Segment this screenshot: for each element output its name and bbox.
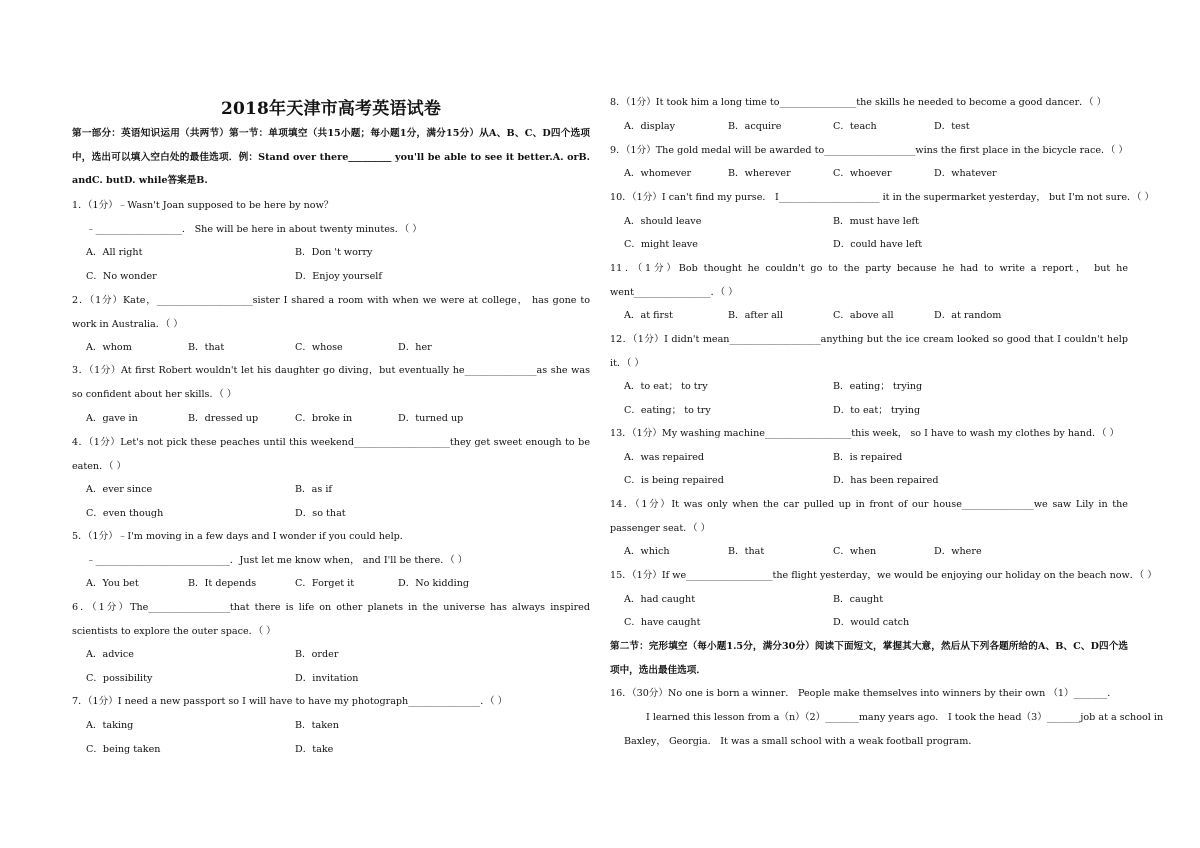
page-title: 2018年天津市高考英语试卷 bbox=[220, 99, 442, 119]
q6-option-c: C．possibility bbox=[86, 673, 153, 684]
q14-option-a: A．which bbox=[624, 546, 670, 557]
q6-option-a: A．advice bbox=[86, 649, 134, 660]
question-9: 9．（1分）The gold medal will be awarded to___________________wins the first place in the bicycle race．（ ） bbox=[610, 145, 1129, 156]
q14-option-d: D．where bbox=[934, 546, 982, 557]
q5-option-b: B．It depends bbox=[188, 578, 257, 589]
q15-option-b: B．caught bbox=[833, 594, 884, 605]
q12-option-a: A．to eat； to try bbox=[624, 381, 708, 392]
question-8: 8．（1分）It took him a long time to________________the skills he needed to become a good dancer．（ ） bbox=[610, 97, 1107, 108]
q13-option-b: B．is repaired bbox=[833, 452, 903, 463]
question-2: 2．（1分）Kate，____________________sister I shared a room with when we were at college， has gone to work in Australia．（ ） bbox=[72, 295, 590, 330]
q2-option-d: D．her bbox=[398, 342, 432, 353]
q15-option-d: D．would catch bbox=[833, 617, 910, 628]
q5-option-a: A．You bet bbox=[86, 578, 139, 589]
q14-option-b: B．that bbox=[728, 546, 765, 557]
q2-option-b: B．that bbox=[188, 342, 225, 353]
q5-option-d: D．No kidding bbox=[398, 578, 470, 589]
q12-option-d: D．to eat； trying bbox=[833, 405, 921, 416]
q2-option-c: C．whose bbox=[295, 342, 343, 353]
q11-option-c: C．above all bbox=[833, 310, 894, 321]
q8-option-d: D．test bbox=[934, 121, 970, 132]
q11-option-a: A．at first bbox=[624, 310, 673, 321]
q3-option-d: D．turned up bbox=[398, 413, 464, 424]
question-15: 15．（1分）If we__________________the flight yesterday，we would be enjoying our holiday on the beach now．（ ） bbox=[610, 570, 1157, 581]
question-7: 7．（1分）I need a new passport so I will have to have my photograph_______________．（ ） bbox=[72, 696, 508, 707]
q6-option-d: D．invitation bbox=[295, 673, 359, 684]
q7-option-b: B．taken bbox=[295, 720, 339, 731]
q15-option-a: A．had caught bbox=[624, 594, 696, 605]
q12-option-c: C．eating； to try bbox=[624, 405, 711, 416]
q13-option-d: D．has been repaired bbox=[833, 475, 939, 486]
q1-option-b: B．Don 't worry bbox=[295, 247, 373, 258]
q2-option-a: A．whom bbox=[86, 342, 132, 353]
question-3: 3．（1分）At first Robert wouldn't let his daughter go diving，but eventually he_______________as she was so confident about her skills．（ ） bbox=[72, 365, 590, 400]
q9-option-c: C．whoever bbox=[833, 168, 892, 179]
q4-option-d: D．so that bbox=[295, 508, 346, 519]
question-16-line1: 16．（30分）No one is born a winner． People make themselves into winners by their own （1）_______． bbox=[610, 688, 1117, 699]
q9-option-d: D．whatever bbox=[934, 168, 997, 179]
question-5-line1: 5．（1分）﹣I'm moving in a few days and I wonder if you could help． bbox=[72, 531, 410, 542]
q4-option-a: A．ever since bbox=[86, 484, 153, 495]
q4-option-b: B．as if bbox=[295, 484, 332, 495]
q6-option-b: B．order bbox=[295, 649, 339, 660]
q9-option-b: B．wherever bbox=[728, 168, 791, 179]
q1-option-c: C．No wonder bbox=[86, 271, 157, 282]
q8-option-a: A．display bbox=[624, 121, 676, 132]
question-11: 11．（1分）Bob thought he couldn't go to the party because he had to write a report， but he went________________．（ ） bbox=[610, 263, 1128, 298]
q11-option-b: B．after all bbox=[728, 310, 783, 321]
q5-option-c: C．Forget it bbox=[295, 578, 355, 589]
q11-option-d: D．at random bbox=[934, 310, 1002, 321]
part1-instructions: 第一部分：英语知识运用（共两节）第一节：单项填空（共15小题；每小题1分，满分15分）从A、B、C、D四个选项中，选出可以填入空白处的最佳选项．例：Stand over there_________ you'll be able to see it better.A. orB. andC. butD. while答案是B. bbox=[72, 128, 590, 186]
q3-option-c: C．broke in bbox=[295, 413, 353, 424]
q13-option-c: C．is being repaired bbox=[624, 475, 724, 486]
q3-option-b: B．dressed up bbox=[188, 413, 259, 424]
q14-option-c: C．when bbox=[833, 546, 877, 557]
q10-option-d: D．could have left bbox=[833, 239, 923, 250]
q8-option-b: B．acquire bbox=[728, 121, 782, 132]
q9-option-a: A．whomever bbox=[624, 168, 692, 179]
question-12: 12．（1分）I didn't mean___________________anything but the ice cream looked so good that I couldn't help it．（ ） bbox=[610, 334, 1128, 369]
q10-option-a: A．should leave bbox=[624, 216, 702, 227]
q15-option-c: C．have caught bbox=[624, 617, 701, 628]
question-14: 14．（1分）It was only when the car pulled up in front of our house_______________we saw Lily in the passenger seat．（ ） bbox=[610, 499, 1128, 534]
q8-option-c: C．teach bbox=[833, 121, 877, 132]
q13-option-a: A．was repaired bbox=[624, 452, 705, 463]
question-1-line2: ﹣__________________． She will be here in about twenty minutes．（ ） bbox=[86, 224, 422, 235]
question-6: 6．（1分）The_________________that there is life on other planets in the universe has always inspired scientists to explore the outer space．（ ） bbox=[72, 602, 590, 637]
question-16-line2: I learned this lesson from a（n）（2）_______many years ago． I took the head（3）_______job at a school in bbox=[646, 712, 1164, 723]
q3-option-a: A．gave in bbox=[86, 413, 138, 424]
question-5-line2: ﹣____________________________．Just let me know when， and I'll be there．（ ） bbox=[86, 555, 468, 566]
q1-option-a: A．All right bbox=[86, 247, 143, 258]
question-16-line3: Baxley， Georgia． It was a small school with a weak football program． bbox=[624, 736, 978, 747]
question-10: 10．（1分）I can't find my purse． I_____________________ it in the supermarket yesterday， but I'm not sure．（ ） bbox=[610, 192, 1155, 203]
q7-option-c: C．being taken bbox=[86, 744, 161, 755]
question-4: 4．（1分）Let's not pick these peaches until this weekend____________________they get sweet enough to be eaten．（ ） bbox=[72, 437, 590, 472]
q10-option-c: C．might leave bbox=[624, 239, 698, 250]
q12-option-b: B．eating； trying bbox=[833, 381, 923, 392]
q4-option-c: C．even though bbox=[86, 508, 164, 519]
question-13: 13．（1分）My washing machine__________________this week， so I have to wash my clothes by hand．（ ） bbox=[610, 428, 1120, 439]
q10-option-b: B．must have left bbox=[833, 216, 919, 227]
question-1-line1: 1．（1分）﹣Wasn't Joan supposed to be here by now？ bbox=[72, 200, 334, 211]
q1-option-d: D．Enjoy yourself bbox=[295, 271, 382, 282]
q7-option-d: D．take bbox=[295, 744, 334, 755]
part2-instructions: 第二节：完形填空（每小题1.5分，满分30分）阅读下面短文，掌握其大意，然后从下列各题所给的A、B、C、D四个选项中，选出最佳选项． bbox=[610, 641, 1128, 676]
q7-option-a: A．taking bbox=[86, 720, 134, 731]
